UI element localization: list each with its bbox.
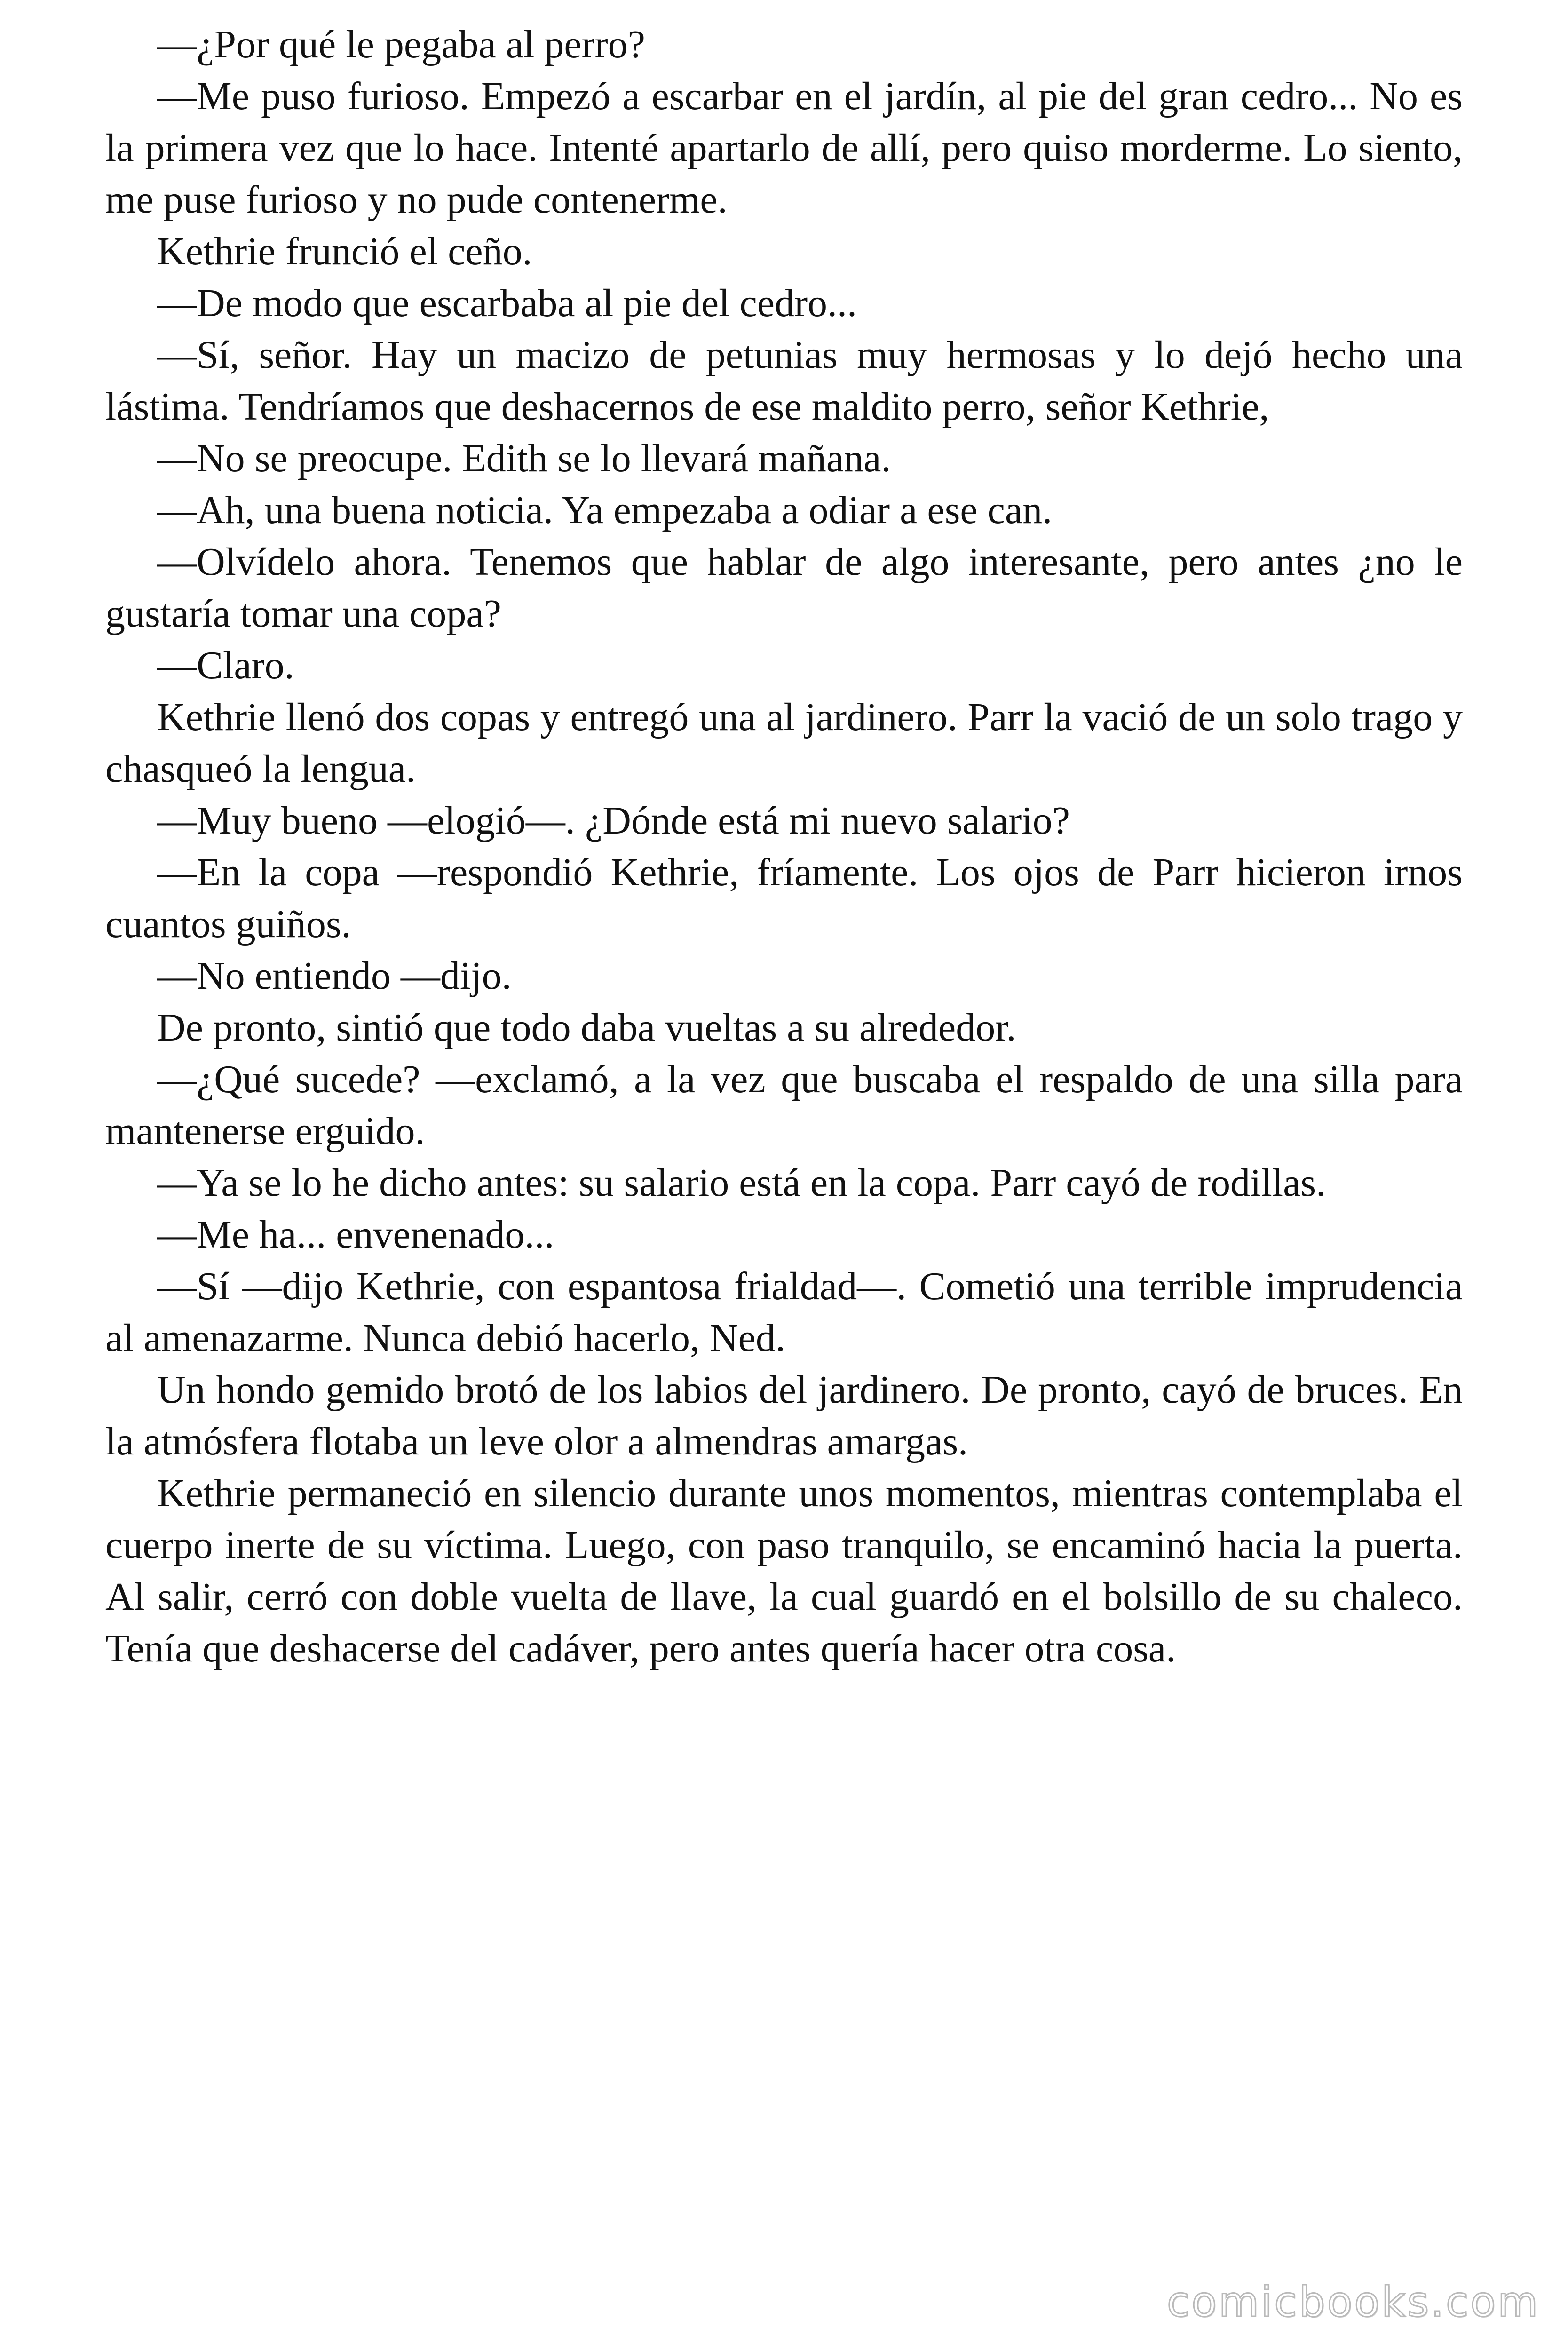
paragraph: —Sí —dijo Kethrie, con espantosa frialdad—. Cometió una terrible imprudencia al amenazarme. Nunca debió hacerlo, Ned. [105,1264,1463,1360]
paragraph: —En la copa —respondió Kethrie, fríamente. Los ojos de Parr hicieron irnos cuantos guiños. [105,850,1463,946]
paragraph: —De modo que escarbaba al pie del cedro... [157,281,857,325]
paragraph: —No entiendo —dijo. [157,954,512,998]
paragraph: —¿Por qué le pegaba al perro? [157,23,645,66]
paragraph: —Olvídelo ahora. Tenemos que hablar de algo interesante, pero antes ¿no le gustaría tomar una copa? [105,540,1463,636]
paragraph: De pronto, sintió que todo daba vueltas a su alrededor. [157,1006,1016,1049]
paragraph: —No se preocupe. Edith se lo llevará mañana. [157,437,891,480]
paragraph: —Muy bueno —elogió—. ¿Dónde está mi nuevo salario? [157,799,1070,842]
page-body-text [105,19,1463,1675]
paragraph: —¿Qué sucede? —exclamó, a la vez que buscaba el respaldo de una silla para mantenerse erguido. [105,1057,1463,1153]
paragraph: Kethrie frunció el ceño. [157,230,532,273]
watermark: comicbooks.com [1166,2278,1540,2326]
paragraph: —Ah, una buena noticia. Ya empezaba a odiar a ese can. [157,488,1053,532]
paragraph: —Me ha... envenenado... [157,1213,554,1256]
paragraph: —Ya se lo he dicho antes: su salario está en la copa. Parr cayó de rodillas. [157,1161,1326,1205]
paragraph: Kethrie permaneció en silencio durante unos momentos, mientras contemplaba el cuerpo inerte de su víctima. Luego, con paso tranquilo, se encaminó hacia la puerta. Al salir, cerró con doble vuelta de llave, la cual guardó en el bolsillo de su chaleco. Tenía que deshacerse del cadáver, pero antes quería hacer otra cosa. [105,1471,1463,1670]
paragraph: Un hondo gemido brotó de los labios del jardinero. De pronto, cayó de bruces. En la atmósfera flotaba un leve olor a almendras amargas. [105,1368,1463,1463]
paragraph: —Me puso furioso. Empezó a escarbar en el jardín, al pie del gran cedro... No es la primera vez que lo hace. Intenté apartarlo de allí, pero quiso morderme. Lo siento, me puse furioso y no pude contenerme. [105,74,1463,222]
paragraph: —Sí, señor. Hay un macizo de petunias muy hermosas y lo dejó hecho una lástima. Tendríamos que deshacernos de ese maldito perro, señor Kethrie, [105,333,1463,429]
paragraph: Kethrie llenó dos copas y entregó una al jardinero. Parr la vació de un solo trago y chasqueó la lengua. [105,695,1463,791]
paragraph: —Claro. [157,644,294,687]
